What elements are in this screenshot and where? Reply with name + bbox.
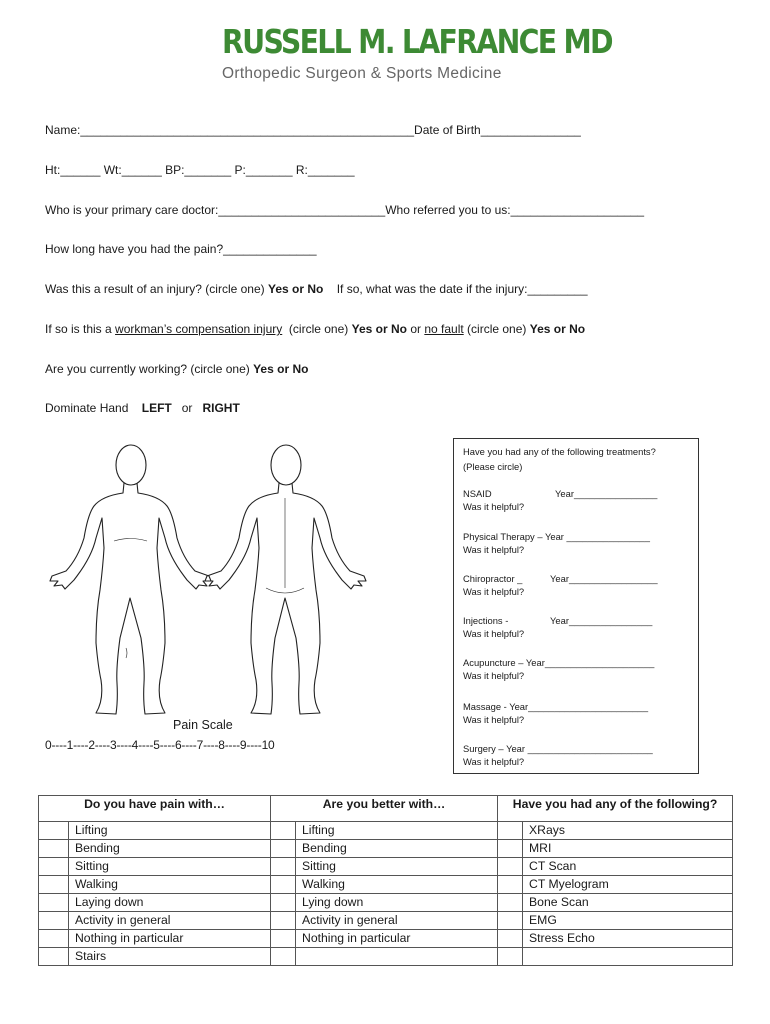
col1-checkbox[interactable] bbox=[39, 840, 69, 858]
table-row bbox=[39, 894, 733, 912]
injections-helpful[interactable]: Was it helpful? bbox=[463, 628, 525, 639]
col1-item: Bending bbox=[69, 840, 271, 858]
pain-scale-label: Pain Scale bbox=[173, 718, 233, 732]
col2-checkbox[interactable] bbox=[271, 894, 296, 912]
working-question-text: Are you currently working? (circle one) bbox=[45, 362, 250, 376]
col2-item: Lying down bbox=[296, 894, 498, 912]
workman-comp-text: workman’s compensation injury bbox=[115, 322, 283, 336]
table-row bbox=[39, 858, 733, 876]
col2-item: Nothing in particular bbox=[296, 930, 498, 948]
table-row bbox=[39, 840, 733, 858]
injury-date-field[interactable]: If so, what was the date if the injury:_________ bbox=[336, 282, 588, 296]
col1-item: Nothing in particular bbox=[69, 930, 271, 948]
body-back-figure[interactable] bbox=[205, 445, 366, 714]
practice-title: RUSSELL M. LAFRANCE MD bbox=[222, 22, 612, 61]
col3-item: MRI bbox=[523, 840, 733, 858]
treatments-box bbox=[453, 438, 699, 774]
col1-item: Laying down bbox=[69, 894, 271, 912]
col1-item: Sitting bbox=[69, 858, 271, 876]
symptoms-table bbox=[38, 795, 733, 966]
col1-checkbox[interactable] bbox=[39, 876, 69, 894]
col1-item: Activity in general bbox=[69, 912, 271, 930]
col2-checkbox[interactable] bbox=[271, 930, 296, 948]
treatments-title: Have you had any of the following treatments? bbox=[463, 446, 656, 457]
col2-checkbox[interactable] bbox=[271, 948, 296, 966]
col2-item bbox=[296, 948, 498, 966]
hand-right-option[interactable]: RIGHT bbox=[202, 401, 240, 415]
injury-yes-no[interactable]: Yes or No bbox=[267, 282, 324, 296]
no-fault-yes-no[interactable]: Yes or No bbox=[529, 322, 586, 336]
col3-checkbox[interactable] bbox=[498, 840, 523, 858]
table-row bbox=[39, 912, 733, 930]
pt-line[interactable]: Physical Therapy – Year ________________ bbox=[463, 531, 650, 542]
workman-yes-no[interactable]: Yes or No bbox=[351, 322, 407, 336]
col2-checkbox[interactable] bbox=[271, 876, 296, 894]
col1-checkbox[interactable] bbox=[39, 822, 69, 840]
col2-item: Walking bbox=[296, 876, 498, 894]
col2-item: Bending bbox=[296, 840, 498, 858]
dominant-hand-question bbox=[45, 401, 240, 415]
no-fault-circle-text: (circle one) bbox=[467, 322, 527, 336]
col1-item: Lifting bbox=[69, 822, 271, 840]
col1-checkbox[interactable] bbox=[39, 858, 69, 876]
body-front-figure[interactable] bbox=[50, 445, 211, 714]
vitals-line[interactable]: Ht:______ Wt:______ BP:_______ P:_______ R:_______ bbox=[45, 163, 355, 177]
body-diagram[interactable] bbox=[44, 438, 449, 723]
had-following-header: Have you had any of the following? bbox=[498, 796, 733, 822]
col1-checkbox[interactable] bbox=[39, 930, 69, 948]
col1-checkbox[interactable] bbox=[39, 912, 69, 930]
working-yes-no[interactable]: Yes or No bbox=[253, 362, 309, 376]
workman-pre-text: If so is this a bbox=[45, 322, 112, 336]
treatments-instruction: (Please circle) bbox=[463, 461, 523, 472]
table-row bbox=[39, 930, 733, 948]
col1-item: Stairs bbox=[69, 948, 271, 966]
col2-checkbox[interactable] bbox=[271, 858, 296, 876]
col2-checkbox[interactable] bbox=[271, 912, 296, 930]
col3-item bbox=[523, 948, 733, 966]
acupuncture-line[interactable]: Acupuncture – Year_____________________ bbox=[463, 657, 655, 668]
col3-item: CT Scan bbox=[523, 858, 733, 876]
chiro-label[interactable]: Chiropractor _ bbox=[463, 573, 523, 584]
hand-left-option[interactable]: LEFT bbox=[141, 401, 172, 415]
table-row bbox=[39, 948, 733, 966]
col3-item: EMG bbox=[523, 912, 733, 930]
col2-checkbox[interactable] bbox=[271, 840, 296, 858]
col3-item: Bone Scan bbox=[523, 894, 733, 912]
better-with-header: Are you better with… bbox=[271, 796, 498, 822]
hand-label: Dominate Hand bbox=[45, 401, 129, 415]
pain-scale[interactable]: 0----1----2----3----4----5----6----7----8----9----10 bbox=[45, 738, 275, 752]
col3-item: XRays bbox=[523, 822, 733, 840]
injury-question bbox=[45, 282, 588, 296]
nsaid-helpful[interactable]: Was it helpful? bbox=[463, 501, 525, 512]
surgery-line[interactable]: Surgery – Year ________________________ bbox=[463, 743, 653, 754]
col2-item: Lifting bbox=[296, 822, 498, 840]
injections-year[interactable]: Year________________ bbox=[550, 615, 653, 626]
injections-label[interactable]: Injections - bbox=[463, 615, 509, 626]
col3-checkbox[interactable] bbox=[498, 948, 523, 966]
table-row bbox=[39, 822, 733, 840]
col3-checkbox[interactable] bbox=[498, 876, 523, 894]
nsaid-year[interactable]: Year________________ bbox=[555, 488, 658, 499]
chiro-year[interactable]: Year_________________ bbox=[550, 573, 658, 584]
workman-circle-text: (circle one) bbox=[288, 322, 349, 336]
name-dob-line[interactable]: Name:__________________________________________________Date of Birth_______________ bbox=[45, 123, 581, 137]
col3-checkbox[interactable] bbox=[498, 822, 523, 840]
col3-item: CT Myelogram bbox=[523, 876, 733, 894]
pt-helpful[interactable]: Was it helpful? bbox=[463, 544, 525, 555]
surgery-helpful[interactable]: Was it helpful? bbox=[463, 756, 525, 767]
pain-duration-line[interactable]: How long have you had the pain?______________ bbox=[45, 242, 317, 256]
no-fault-text: no fault bbox=[424, 322, 464, 336]
col3-checkbox[interactable] bbox=[498, 894, 523, 912]
massage-helpful[interactable]: Was it helpful? bbox=[463, 714, 525, 725]
col2-item: Activity in general bbox=[296, 912, 498, 930]
col2-item: Sitting bbox=[296, 858, 498, 876]
col1-checkbox[interactable] bbox=[39, 948, 69, 966]
hand-or-text: or bbox=[181, 401, 193, 415]
col2-checkbox[interactable] bbox=[271, 822, 296, 840]
injury-question-text: Was this a result of an injury? (circle one) bbox=[45, 282, 265, 296]
workman-comp-question bbox=[45, 322, 585, 336]
table-row bbox=[39, 876, 733, 894]
practice-subtitle: Orthopedic Surgeon & Sports Medicine bbox=[222, 65, 502, 82]
doctor-referral-line[interactable]: Who is your primary care doctor:_________________________Who referred you to us:____________________ bbox=[45, 203, 645, 217]
col3-checkbox[interactable] bbox=[498, 912, 523, 930]
or-text: or bbox=[410, 322, 421, 336]
col3-checkbox[interactable] bbox=[498, 930, 523, 948]
acupuncture-helpful[interactable]: Was it helpful? bbox=[463, 670, 525, 681]
col3-checkbox[interactable] bbox=[498, 858, 523, 876]
col1-item: Walking bbox=[69, 876, 271, 894]
massage-line[interactable]: Massage - Year_______________________ bbox=[463, 701, 649, 712]
pain-with-header: Do you have pain with… bbox=[39, 796, 271, 822]
chiro-helpful[interactable]: Was it helpful? bbox=[463, 586, 525, 597]
col1-checkbox[interactable] bbox=[39, 894, 69, 912]
col3-item: Stress Echo bbox=[523, 930, 733, 948]
nsaid-label[interactable]: NSAID bbox=[463, 488, 492, 499]
working-question bbox=[45, 362, 308, 376]
